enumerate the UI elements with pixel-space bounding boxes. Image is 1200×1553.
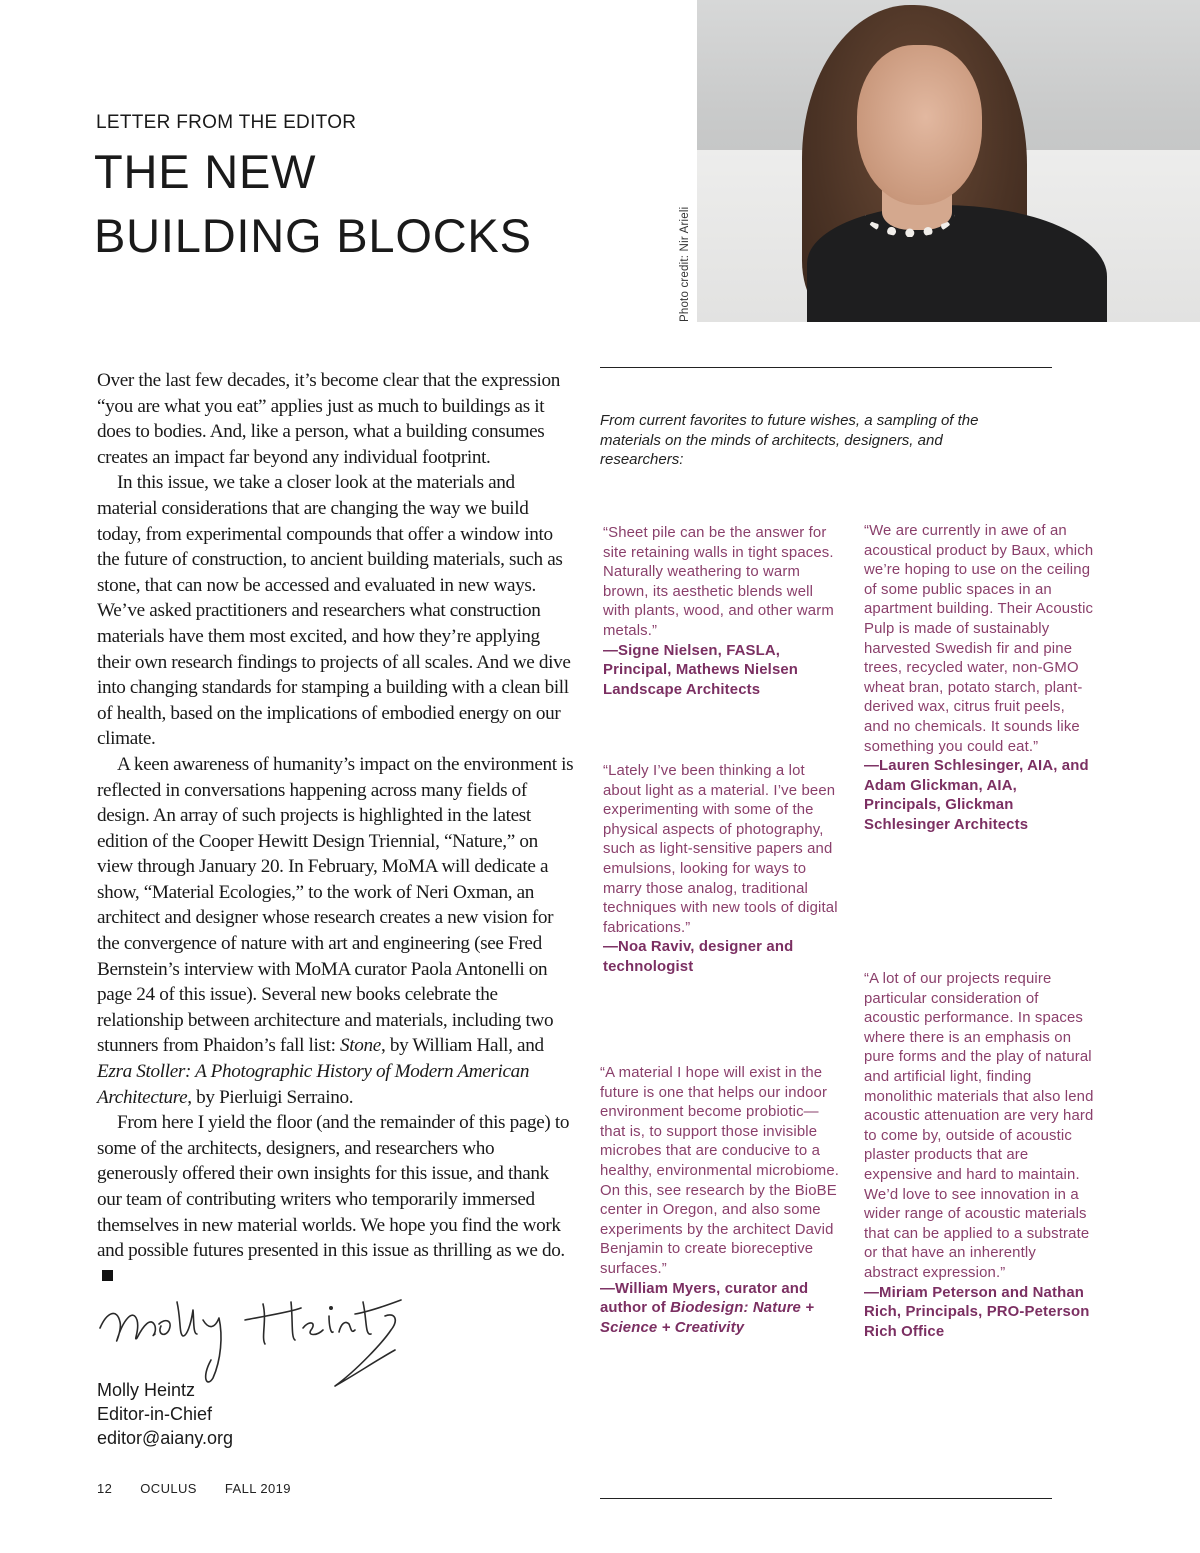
end-mark-icon xyxy=(102,1270,113,1281)
quote-attribution xyxy=(600,1280,840,1339)
publication-name: OCULUS xyxy=(140,1481,197,1496)
book-title: Stone xyxy=(340,1035,381,1057)
letter-paragraph xyxy=(97,752,575,1110)
quote-block xyxy=(864,522,1094,836)
paragraph-text: From here I yield the floor (and the remainder of this page) to some of the architects, designers, and researchers who generously offered their own insights for this issue, and thank our team of contributing writers who temporarily immersed themselves in new material worlds. We hope you find the work and possible futures presented in this issue as thrilling as we do. xyxy=(97,1112,570,1262)
quote-text: “Lately I’ve been thinking a lot about light as a material. I’ve been experimenting with some of the physical aspects of photography, such as light-sensitive papers and emulsions, looking for ways to marry those analog, traditional techniques with new tools of digital fabrications.” xyxy=(603,763,838,936)
quote-text: “We are currently in awe of an acoustical product by Baux, which we’re hoping to use on the ceiling of some public spaces in an apartment building. Their Acoustic Pulp is made of sustainably harvested Swedish fir and pine trees, recycled water, non-GMO wheat bran, potato starch, plant-derived wax, citrus fruit peels, and no chemicals. It sounds like something you could eat.” xyxy=(864,523,1094,755)
sidebar-bottom-divider xyxy=(600,1498,1052,1499)
quote-text: “A lot of our projects require particular consideration of acoustic performance. In spaces where there is an emphasis on pure forms and the play of natural and artificial light, finding monolithic materials that also lend acoustic attenuation are very hard to come by, outside of acoustic plaster products that are expensive and hard to maintain. We’d love to see innovation in a wider range of acoustic materials that can be applied to a substrate or that have an inherently abstract expression.” xyxy=(864,971,1094,1281)
quote-text: “Sheet pile can be the answer for site retaining walls in tight spaces. Naturally weathering to warm brown, its aesthetic blends well with plants, wood, and other warm metals.” xyxy=(603,525,834,639)
letter-paragraph: In this issue, we take a closer look at the materials and material considerations that are changing the way we build today, from experimental compounds that offer a window into the future of construction, to ancient building materials, such as stone, that can now be accessed and evaluated in new ways. We’ve asked practitioners and researchers what construction materials have them most excited, and how they’re applying their own research findings to projects of all scales. And we dive into changing standards for stamping a building with a clean bill of health, based on the implications of embodied energy on our climate. xyxy=(97,472,571,750)
editor-signature xyxy=(95,1290,415,1390)
section-kicker: LETTER FROM THE EDITOR xyxy=(96,112,357,133)
page-title xyxy=(94,140,532,268)
paragraph-text: , by William Hall, and xyxy=(380,1035,544,1057)
book-title: Ezra Stoller: A Photographic History of Modern American Architecture xyxy=(97,1061,530,1108)
editor-portrait-photo xyxy=(697,0,1200,322)
editor-title: Editor-in-Chief xyxy=(97,1404,213,1424)
page-number: 12 xyxy=(97,1481,113,1496)
quote-attribution: —Lauren Schlesinger, AIA, and Adam Glickman, AIA, Principals, Glickman Schlesinger Architects xyxy=(864,758,1089,833)
page-footer xyxy=(97,1481,315,1496)
quote-block xyxy=(864,970,1094,1342)
issue-label: FALL 2019 xyxy=(224,1481,291,1496)
attribution-text: —William Myers, curator and author of xyxy=(600,1280,809,1317)
title-line-1: THE NEW xyxy=(94,145,317,198)
editor-letter-body xyxy=(97,368,575,1289)
editor-email-link[interactable]: editor@aiany.org xyxy=(97,1428,234,1448)
quote-block xyxy=(600,1064,840,1338)
editor-credit xyxy=(97,1378,233,1450)
quote-attribution: —Noa Raviv, designer and technologist xyxy=(603,939,794,975)
paragraph-text: A keen awareness of humanity’s impact on the environment is reflected in conversations happening across many fields of design. An array of such projects is highlighted in the latest edition of the Cooper Hewitt Design Triennial, “Nature,” on view through January 20. In February, MoMA will dedicate a show, “Material Ecologies,” to the work of Neri Oxman, an architect and designer whose research creates a new vision for the convergence of nature with art and engineering (see Fred Bernstein’s interview with MoMA curator Paola Antonelli on page 24 of this issue). Several new books celebrate the relationship between architecture and materials, including two stunners from Phaidon’s fall list: xyxy=(97,753,574,1057)
quote-block xyxy=(603,762,838,978)
title-line-2: BUILDING BLOCKS xyxy=(94,209,532,262)
sidebar-top-divider xyxy=(600,367,1052,368)
quote-text: “A material I hope will exist in the future is one that helps our indoor environment become probiotic—that is, to support those invisible microbes that are conducive to a healthy, environmental microbiome. On this, see research by the BioBE center in Oregon, and also some experiments by the architect David Benjamin to create bioreceptive surfaces.” xyxy=(600,1065,840,1277)
editor-name: Molly Heintz xyxy=(97,1380,196,1400)
book-title: Biodesign: Nature + Science + Creativity xyxy=(600,1300,815,1336)
quote-block xyxy=(603,524,838,700)
photo-credit: Photo credit: Nir Arieli xyxy=(679,206,691,322)
paragraph-text: , by Pierluigi Serraino. xyxy=(187,1086,354,1108)
sidebar-intro: From current favorites to future wishes, a sampling of the materials on the minds of architects, designers, and researchers: xyxy=(600,412,979,468)
quote-attribution: —Signe Nielsen, FASLA, Principal, Mathews Nielsen Landscape Architects xyxy=(603,642,799,698)
quote-attribution: —Miriam Peterson and Nathan Rich, Principals, PRO-Peterson Rich Office xyxy=(864,1284,1090,1340)
letter-paragraph xyxy=(97,1110,575,1289)
letter-paragraph: Over the last few decades, it’s become clear that the expression “you are what you eat” applies just as much to buildings as it does to bodies. And, like a person, what a building consumes creates an impact far beyond any individual footprint. xyxy=(97,370,560,468)
